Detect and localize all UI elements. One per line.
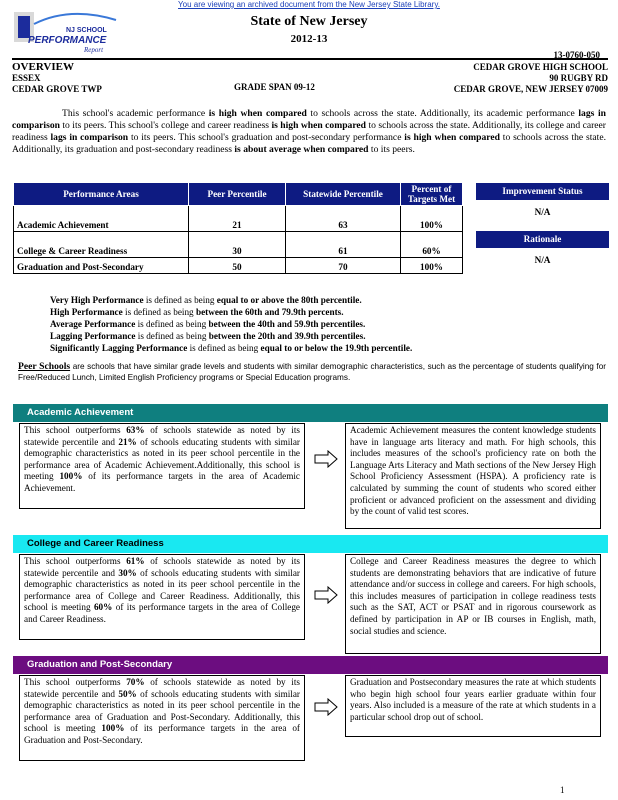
right-arrow-icon [314,698,338,716]
header-performance-areas: Performance Areas [14,183,189,206]
svg-text:Report: Report [84,46,104,54]
rationale-value: N/A [534,255,551,265]
grade-span: GRADE SPAN 09-12 [234,82,315,92]
svg-text:NJ SCHOOL: NJ SCHOOL [66,27,107,34]
school-name: CEDAR GROVE HIGH SCHOOL [473,62,608,72]
row-area: Graduation and Post-Secondary [14,258,189,274]
improvement-status-value: N/A [534,207,551,217]
row-state: 70 [286,258,401,274]
graduation-summary: This school outperforms 70% of schools statewide as noted by its statewide percentile and 50% of schools educating students with similar demographic characteristics as noted in its peer school percentile in the performance area of Graduation and Post-Secondary. Additionally, this school is meeting 100% of its performance targets in the area of Graduation and Post-Secondary. [19,675,305,761]
definition-line: Significantly Lagging Performance is defined as being equal to or below the 19.9th percentile. [50,343,413,353]
row-targets: 100% [401,258,463,274]
college-career-description: College and Career Readiness measures the degree to which students are demonstrating behaviors that are indicative of future attendance and/or success in college and careers. For high schools, this includes measures of participation in college readiness tests such as the SAT, ACT or PSAT and in rigorous coursework as defined by participation in AP or IB courses in English, math, social studies and science. [345,554,601,654]
row-area: Academic Achievement [14,206,189,232]
overview-section [12,58,608,94]
improvement-status-panel [476,183,609,225]
performance-definitions [50,294,412,354]
intro-paragraph: This school's academic performance is high when compared to schools across the state. Additionally, its academic performance lags in comparison to its peers. This school's college and career readiness is high when compared to schools across the state. Additionally, its college and career readiness lags in comparison to its peers. This school's graduation and post-secondary performance is high when compared to schools across the state. Additionally, its graduation and post-secondary readiness is about average when compared to its peers. [12,108,606,155]
peer-schools-term: Peer Schools [18,361,71,372]
peer-schools-note: Peer Schools are schools that have similar grade levels and students with similar demographic characteristics, such as the percentage of students qualifying for Free/Reduced Lunch, Limited English Proficiency programs or Special Education programs. [18,361,606,382]
row-peer: 50 [189,258,286,274]
table-row [14,206,463,232]
definition-line: Very High Performance is defined as being equal to or above the 80th percentile. [50,295,362,305]
table-row [14,258,463,274]
academic-achievement-summary: This school outperforms 63% of schools statewide as noted by its statewide percentile and 21% of schools educating students with similar demographic characteristics as noted in its peer school percentile in the performance area of Academic Achievement.Additionally, this school is meeting 100% of its performance targets in the area of Academic Achievement. [19,423,305,509]
overview-left [12,62,102,95]
school-address [454,62,608,95]
improvement-status-header: Improvement Status [476,183,609,200]
right-arrow-icon [314,450,338,468]
definition-line: High Performance is defined as being between the 60th and 79.9th percents. [50,307,344,317]
county-name: ESSEX [12,73,41,83]
row-peer: 21 [189,206,286,232]
svg-text:PERFORMANCE: PERFORMANCE [28,35,107,46]
row-targets: 100% [401,206,463,232]
school-year: 2012-13 [290,33,328,45]
header-statewide-percentile: Statewide Percentile [286,183,401,206]
rationale-panel [476,231,609,273]
graduation-description: Graduation and Postsecondary measures the rate at which students who begin high school four years earlier graduate within four years. Also included is a measure of the rate at which students in a particular school drop out of school. [345,675,601,737]
table-header-row [14,183,463,206]
academic-achievement-description: Academic Achievement measures the content knowledge students have in language arts literacy and math. For high schools, this includes measures of the school's proficiency rate on both the Language Arts Literacy and Math sections of the New Jersey High School Proficiency Assessment (HSPA). A proficiency rate is calculated by summing the count of students who scored either proficient or advanced proficient on the assessment and dividing by the count of valid test scores. [345,423,601,529]
row-targets: 60% [401,232,463,258]
school-code: 13-0760-050 [553,50,600,60]
section-bar-college-career-readiness: College and Career Readiness [13,535,608,553]
header-peer-percentile: Peer Percentile [189,183,286,206]
college-career-summary: This school outperforms 61% of schools statewide as noted by its statewide percentile and 30% of schools educating students with similar demographic characteristics as noted in its peer school percentile in the performance area of College and Career Readiness. Additionally, this school is meeting 60% of its performance targets in the area of College and Career Readiness. [19,554,305,640]
school-street: 90 RUGBY RD [549,73,608,83]
row-peer: 30 [189,232,286,258]
school-city: CEDAR GROVE, NEW JERSEY 07009 [453,84,608,94]
right-arrow-icon [314,586,338,604]
page-title: State of New Jersey [250,14,368,29]
section-bar-academic-achievement: Academic Achievement [13,404,608,422]
definition-line: Average Performance is defined as being between the 40th and 59.9th percentiles. [50,319,366,329]
archive-banner-link[interactable]: You are viewing an archived document from the New Jersey State Library. [178,0,440,9]
overview-label: OVERVIEW [12,61,74,73]
performance-table [13,182,463,274]
section-bar-graduation-post-secondary: Graduation and Post-Secondary [13,656,608,674]
table-row [14,232,463,258]
definition-line: Lagging Performance is defined as being between the 20th and 39.9th percentiles. [50,331,366,341]
page-number: 1 [560,785,565,795]
rationale-header: Rationale [476,231,609,248]
row-state: 61 [286,232,401,258]
row-state: 63 [286,206,401,232]
header-percent-targets: Percent of Targets Met [401,183,463,206]
district-name: CEDAR GROVE TWP [12,84,102,94]
row-area: College & Career Readiness [14,232,189,258]
